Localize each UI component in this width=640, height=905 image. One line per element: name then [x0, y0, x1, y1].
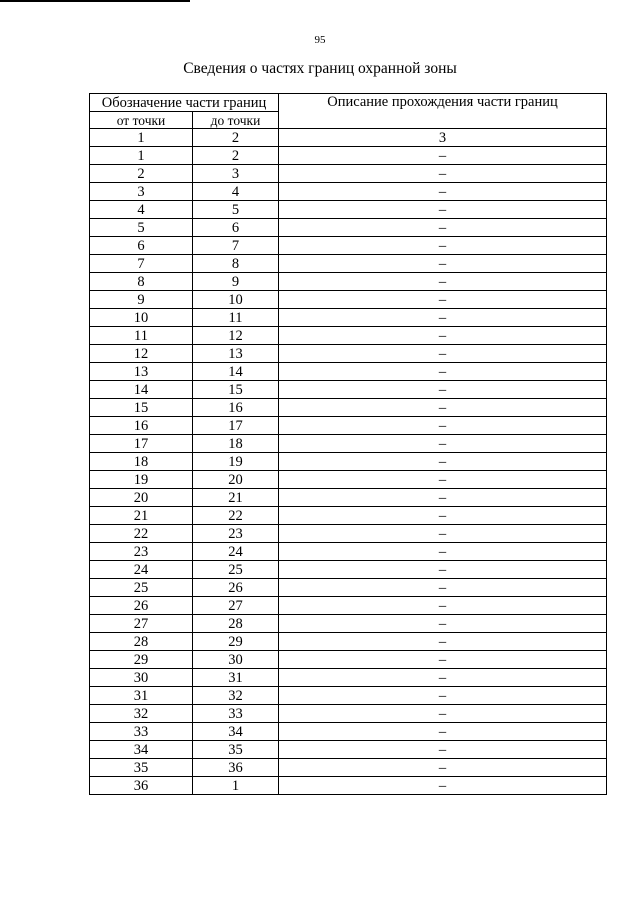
cell-to-point: 6 — [193, 219, 279, 237]
cell-to-point: 2 — [193, 129, 279, 147]
table-row — [90, 669, 607, 687]
cell-from-point: 26 — [90, 597, 193, 615]
cell-from-point: 10 — [90, 309, 193, 327]
cell-to-point: 27 — [193, 597, 279, 615]
cell-from-point: 28 — [90, 633, 193, 651]
cell-from-point: 19 — [90, 471, 193, 489]
scan-edge-line — [0, 0, 190, 2]
cell-description: – — [279, 651, 607, 669]
cell-to-point: 21 — [193, 489, 279, 507]
cell-description: – — [279, 597, 607, 615]
table-row — [90, 777, 607, 795]
table-row — [90, 237, 607, 255]
cell-from-point: 34 — [90, 741, 193, 759]
cell-description: – — [279, 273, 607, 291]
cell-to-point: 26 — [193, 579, 279, 597]
table-row — [90, 759, 607, 777]
cell-to-point: 10 — [193, 291, 279, 309]
table-row — [90, 273, 607, 291]
table-row — [90, 543, 607, 561]
cell-from-point: 30 — [90, 669, 193, 687]
cell-description: – — [279, 615, 607, 633]
table-row — [90, 381, 607, 399]
table-row — [90, 525, 607, 543]
cell-description: – — [279, 561, 607, 579]
cell-to-point: 4 — [193, 183, 279, 201]
table-row — [90, 687, 607, 705]
cell-description: – — [279, 147, 607, 165]
cell-from-point: 33 — [90, 723, 193, 741]
cell-from-point: 3 — [90, 183, 193, 201]
cell-from-point: 12 — [90, 345, 193, 363]
cell-description: – — [279, 543, 607, 561]
cell-description: – — [279, 381, 607, 399]
cell-to-point: 19 — [193, 453, 279, 471]
cell-to-point: 11 — [193, 309, 279, 327]
cell-from-point: 27 — [90, 615, 193, 633]
table-row — [90, 435, 607, 453]
cell-to-point: 20 — [193, 471, 279, 489]
table-row — [90, 183, 607, 201]
cell-from-point: 5 — [90, 219, 193, 237]
cell-description: – — [279, 525, 607, 543]
cell-to-point: 31 — [193, 669, 279, 687]
table-row — [90, 327, 607, 345]
table-row — [90, 651, 607, 669]
cell-to-point: 23 — [193, 525, 279, 543]
table-row — [90, 345, 607, 363]
cell-from-point: 24 — [90, 561, 193, 579]
table-row — [90, 597, 607, 615]
table-row — [90, 453, 607, 471]
cell-from-point: 21 — [90, 507, 193, 525]
cell-description: – — [279, 165, 607, 183]
cell-description: – — [279, 219, 607, 237]
cell-to-point: 14 — [193, 363, 279, 381]
cell-to-point: 24 — [193, 543, 279, 561]
cell-from-point: 8 — [90, 273, 193, 291]
table-row — [90, 741, 607, 759]
cell-to-point: 9 — [193, 273, 279, 291]
cell-to-point: 7 — [193, 237, 279, 255]
cell-from-point: 11 — [90, 327, 193, 345]
cell-from-point: 1 — [90, 147, 193, 165]
cell-to-point: 17 — [193, 417, 279, 435]
cell-from-point: 2 — [90, 165, 193, 183]
cell-from-point: 13 — [90, 363, 193, 381]
table-row — [90, 561, 607, 579]
cell-from-point: 35 — [90, 759, 193, 777]
cell-description: – — [279, 345, 607, 363]
table-row — [90, 633, 607, 651]
cell-from-point: 36 — [90, 777, 193, 795]
table-row — [90, 723, 607, 741]
cell-from-point: 6 — [90, 237, 193, 255]
cell-to-point: 13 — [193, 345, 279, 363]
table-row — [90, 291, 607, 309]
cell-from-point: 25 — [90, 579, 193, 597]
header-boundary-description: Описание прохождения части границ — [279, 94, 607, 129]
cell-to-point: 22 — [193, 507, 279, 525]
cell-description: – — [279, 777, 607, 795]
table-body — [90, 129, 607, 795]
boundary-parts-table — [89, 93, 607, 795]
cell-description: – — [279, 507, 607, 525]
cell-description: – — [279, 579, 607, 597]
table-row — [90, 363, 607, 381]
cell-description: – — [279, 471, 607, 489]
cell-to-point: 5 — [193, 201, 279, 219]
header-to-point: до точки — [193, 112, 279, 129]
cell-to-point: 1 — [193, 777, 279, 795]
cell-from-point: 32 — [90, 705, 193, 723]
cell-description: – — [279, 435, 607, 453]
table-row — [90, 507, 607, 525]
cell-from-point: 17 — [90, 435, 193, 453]
cell-to-point: 15 — [193, 381, 279, 399]
cell-from-point: 15 — [90, 399, 193, 417]
table-row — [90, 255, 607, 273]
table-row — [90, 399, 607, 417]
cell-from-point: 18 — [90, 453, 193, 471]
cell-from-point: 1 — [90, 129, 193, 147]
cell-description: – — [279, 741, 607, 759]
cell-from-point: 23 — [90, 543, 193, 561]
cell-to-point: 32 — [193, 687, 279, 705]
cell-description: – — [279, 723, 607, 741]
cell-description: – — [279, 237, 607, 255]
table-row — [90, 615, 607, 633]
cell-description: – — [279, 417, 607, 435]
cell-from-point: 4 — [90, 201, 193, 219]
cell-description: 3 — [279, 129, 607, 147]
cell-description: – — [279, 633, 607, 651]
cell-description: – — [279, 453, 607, 471]
table-row — [90, 219, 607, 237]
cell-from-point: 9 — [90, 291, 193, 309]
cell-to-point: 30 — [193, 651, 279, 669]
cell-to-point: 2 — [193, 147, 279, 165]
cell-to-point: 12 — [193, 327, 279, 345]
cell-to-point: 34 — [193, 723, 279, 741]
cell-description: – — [279, 255, 607, 273]
table-row — [90, 489, 607, 507]
cell-to-point: 3 — [193, 165, 279, 183]
cell-from-point: 31 — [90, 687, 193, 705]
table-row — [90, 147, 607, 165]
cell-from-point: 29 — [90, 651, 193, 669]
cell-description: – — [279, 291, 607, 309]
cell-description: – — [279, 309, 607, 327]
cell-description: – — [279, 183, 607, 201]
cell-description: – — [279, 759, 607, 777]
cell-description: – — [279, 687, 607, 705]
cell-to-point: 18 — [193, 435, 279, 453]
table-row — [90, 201, 607, 219]
table-row — [90, 417, 607, 435]
table-row — [90, 129, 607, 147]
cell-to-point: 33 — [193, 705, 279, 723]
cell-description: – — [279, 705, 607, 723]
table-row — [90, 165, 607, 183]
cell-to-point: 29 — [193, 633, 279, 651]
table-row — [90, 705, 607, 723]
cell-to-point: 35 — [193, 741, 279, 759]
cell-description: – — [279, 327, 607, 345]
cell-description: – — [279, 201, 607, 219]
header-boundary-part-designation: Обозначение части границ — [90, 94, 279, 112]
cell-from-point: 14 — [90, 381, 193, 399]
cell-to-point: 25 — [193, 561, 279, 579]
cell-description: – — [279, 489, 607, 507]
table-row — [90, 471, 607, 489]
header-from-point: от точки — [90, 112, 193, 129]
document-title: Сведения о частях границ охранной зоны — [183, 60, 457, 77]
cell-description: – — [279, 363, 607, 381]
cell-to-point: 8 — [193, 255, 279, 273]
cell-to-point: 36 — [193, 759, 279, 777]
cell-from-point: 7 — [90, 255, 193, 273]
table-row — [90, 309, 607, 327]
cell-from-point: 16 — [90, 417, 193, 435]
cell-to-point: 16 — [193, 399, 279, 417]
cell-description: – — [279, 669, 607, 687]
cell-from-point: 22 — [90, 525, 193, 543]
table-row — [90, 579, 607, 597]
cell-description: – — [279, 399, 607, 417]
page-number: 95 — [314, 34, 326, 46]
cell-to-point: 28 — [193, 615, 279, 633]
cell-from-point: 20 — [90, 489, 193, 507]
